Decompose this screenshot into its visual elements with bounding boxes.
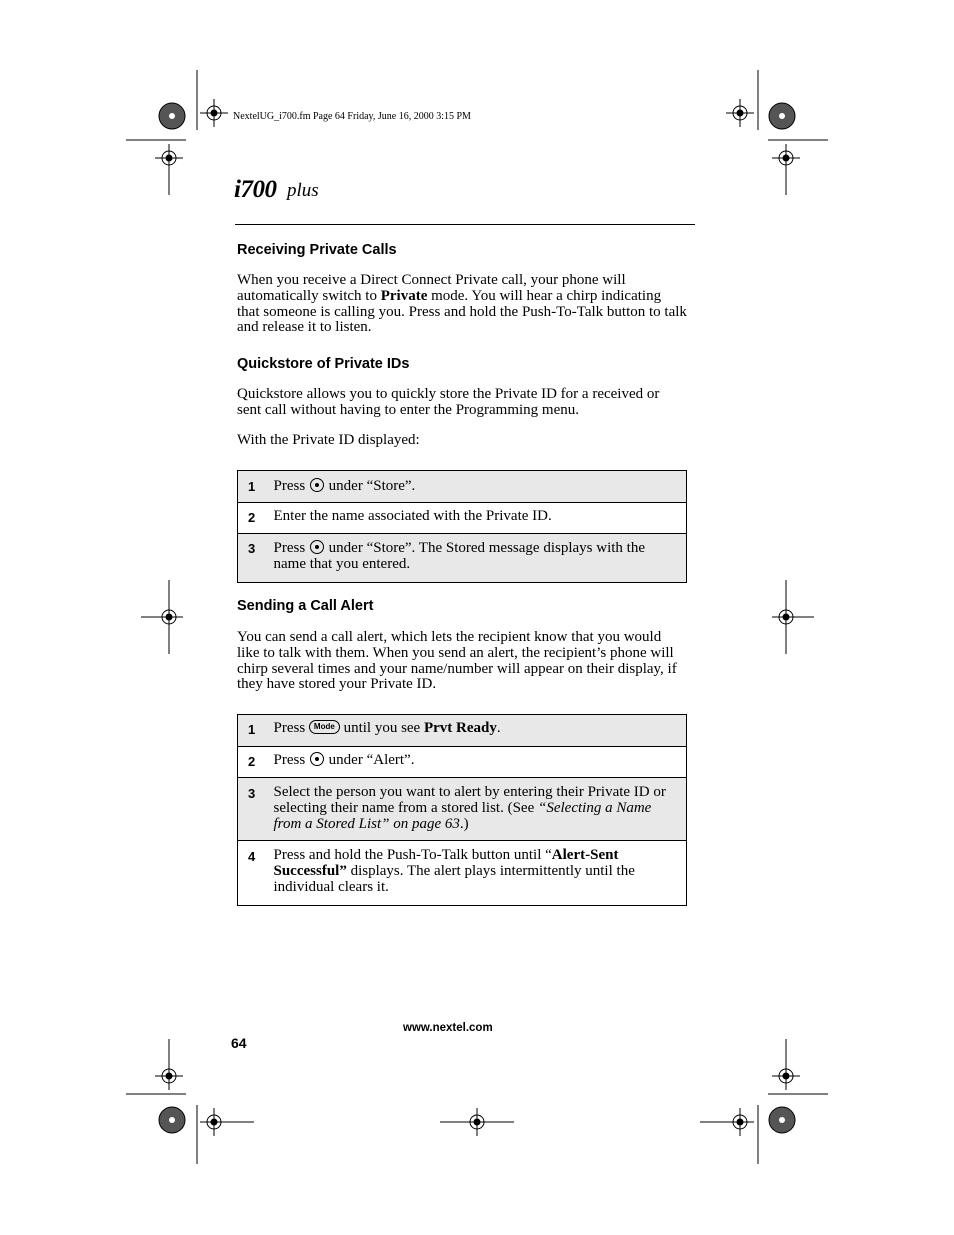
receiving-paragraph: When you receive a Direct Connect Private call, your phone will automatically switch to Private mode. You will hear a chirp indicating that someone is calling you. Press and hold the Push-To-Talk button to talk and release it to listen. — [237, 272, 687, 336]
section-title-receiving: Receiving Private Calls — [237, 242, 397, 258]
table-row — [238, 471, 687, 503]
step-text: Select the person you want to alert by entering their Private ID or selecting their name from a stored list. (See “Selecting a Name from a Stored List” on page 63.) — [274, 778, 687, 841]
section-title-callalert: Sending a Call Alert — [237, 598, 374, 614]
step-number: 4 — [238, 841, 274, 905]
table-row — [238, 841, 687, 905]
logo-suffix: plus — [287, 180, 319, 201]
quickstore-paragraph: Quickstore allows you to quickly store the Private ID for a received or sent call without having to enter the Programming menu. — [237, 386, 660, 418]
quickstore-intro: With the Private ID displayed: — [237, 432, 420, 448]
step-text: Enter the name associated with the Private ID. — [274, 503, 687, 534]
step-text: Press under “Alert”. — [274, 747, 687, 778]
step-number: 2 — [238, 503, 274, 534]
table-row — [238, 778, 687, 841]
page-number: 64 — [231, 1035, 247, 1051]
select-key-icon — [310, 478, 324, 492]
section-title-quickstore: Quickstore of Private IDs — [237, 356, 410, 372]
step-text: Press under “Store”. The Stored message displays with the name that you entered. — [274, 534, 687, 583]
table-row — [238, 534, 687, 583]
header-rule — [235, 224, 695, 225]
step-text: Press and hold the Push-To-Talk button until “Alert-Sent Successful” displays. The alert plays intermittently until the individual clears it. — [274, 841, 687, 905]
step-number: 3 — [238, 534, 274, 583]
logo-model: i700 — [234, 176, 277, 203]
step-number: 2 — [238, 747, 274, 778]
step-number: 1 — [238, 471, 274, 503]
table-row — [238, 503, 687, 534]
step-number: 3 — [238, 778, 274, 841]
callalert-paragraph: You can send a call alert, which lets the recipient know that you would like to talk with them. When you send an alert, the recipient’s phone will chirp several times and your name/number will appear on their display, if they have stored your Private ID. — [237, 629, 677, 693]
step-text: Press Mode until you see Prvt Ready. — [274, 715, 687, 747]
select-key-icon — [310, 752, 324, 766]
select-key-icon — [310, 540, 324, 554]
step-number: 1 — [238, 715, 274, 747]
quickstore-steps-table — [237, 470, 687, 583]
print-slug: NextelUG_i700.fm Page 64 Friday, June 16, 2000 3:15 PM — [233, 111, 471, 122]
table-row — [238, 747, 687, 778]
step-text: Press under “Store”. — [274, 471, 687, 503]
footer-url: www.nextel.com — [403, 1022, 493, 1034]
mode-key-icon: Mode — [309, 720, 340, 734]
table-row — [238, 715, 687, 747]
callalert-steps-table — [237, 714, 687, 906]
